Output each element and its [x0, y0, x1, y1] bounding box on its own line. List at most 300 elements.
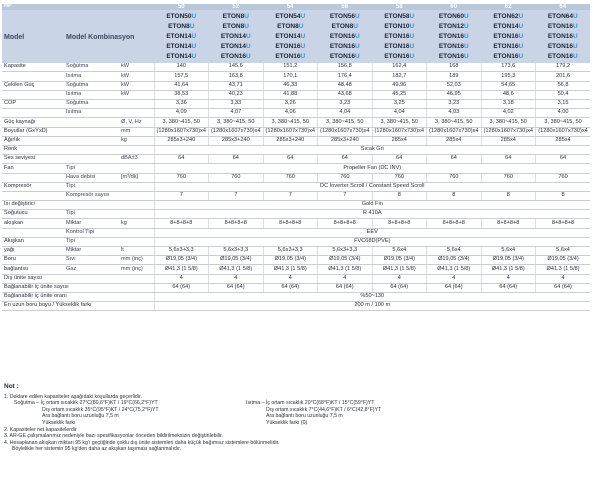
row-sublabel: Isıtma — [64, 109, 119, 118]
row-label — [2, 191, 64, 200]
row-value-span: 200 m / 100 m — [154, 302, 590, 311]
model-name: ETON14U — [166, 33, 197, 41]
row-value: 64 — [154, 155, 209, 164]
row-value: (1280x1607x730)x4 — [209, 127, 264, 136]
row-unit — [119, 100, 154, 109]
spec-row — [2, 302, 590, 311]
row-value: 173,6 — [481, 63, 536, 72]
row-unit: kW — [119, 90, 154, 99]
row-value: 64 — [536, 155, 591, 164]
row-label: COP — [2, 100, 64, 109]
row-value: Ø41,3 (1 5/8) — [318, 265, 373, 274]
model-name: ETON62U — [493, 13, 524, 21]
row-value: (1280x1607x730)x4 — [427, 127, 482, 136]
row-unit: kW — [119, 72, 154, 81]
row-value: 50,4 — [536, 90, 591, 99]
model-name: ETON14U — [493, 23, 524, 31]
row-value: 64 — [481, 155, 536, 164]
row-value: 7 — [318, 191, 373, 200]
row-value: 8 — [427, 191, 482, 200]
row-value: Ø19,05 (3/4) — [318, 256, 373, 265]
row-value: 170,1 — [263, 72, 318, 81]
row-sublabel — [64, 274, 119, 283]
model-name: ETON8U — [277, 23, 304, 31]
model-name: ETON16U — [547, 23, 578, 31]
model-name: ETON54U — [275, 13, 306, 21]
spec-row — [2, 292, 590, 301]
row-sublabel: Tipi — [64, 210, 119, 219]
spec-body — [2, 63, 590, 311]
row-label: Çekilen Güç — [2, 81, 64, 90]
notes-section — [4, 384, 590, 453]
model-name: ETON16U — [329, 53, 360, 61]
model-name: ETON58U — [384, 13, 415, 21]
row-value: 56,8 — [536, 81, 591, 90]
row-value: 760 — [372, 173, 427, 182]
model-name: ETON12U — [438, 23, 469, 31]
row-label: Güç kaynağı — [2, 118, 64, 127]
spec-row — [2, 136, 590, 145]
row-value: 5,6x3+3,3 — [209, 247, 264, 256]
model-name: ETON16U — [329, 43, 360, 51]
row-value: 156,8 — [318, 63, 373, 72]
hp-value: 54 — [263, 4, 318, 10]
row-value: 4 — [263, 274, 318, 283]
row-sublabel: Soğutma — [64, 81, 119, 90]
row-value: 8+8+8+8 — [318, 219, 373, 228]
note-text: Ara bağlantı boru uzunluğu 7,5 m — [42, 413, 119, 420]
row-sublabel: Kontrol Tipi — [64, 228, 119, 237]
model-combination-cell — [427, 10, 482, 63]
row-unit — [119, 191, 154, 200]
spec-row — [2, 72, 590, 81]
row-value: 7 — [154, 191, 209, 200]
row-value: 285x4 — [372, 136, 427, 145]
row-value: 5,6x3+3,3 — [263, 247, 318, 256]
note-text: Dış ortam sıcaklık 35°C(95°F)KT / 24°C(75,2°F)YT — [42, 406, 159, 413]
row-value: (1280x1607x730)x4 — [372, 127, 427, 136]
row-label — [2, 173, 64, 182]
row-value: 64 (64) — [318, 283, 373, 292]
spec-row — [2, 283, 590, 292]
model-name: ETON16U — [384, 33, 415, 41]
row-value: 4,00 — [536, 109, 591, 118]
row-value: 285x3+240 — [154, 136, 209, 145]
row-unit — [119, 228, 154, 237]
row-label: Boru — [2, 256, 64, 265]
row-unit: Ø, V, Hz — [119, 118, 154, 127]
row-value: Ø41,3 (1 5/8) — [481, 265, 536, 274]
row-sublabel — [64, 155, 119, 164]
row-value-span: %50~130 — [154, 292, 590, 301]
spec-row — [2, 118, 590, 127]
model-name: ETON50U — [166, 13, 197, 21]
row-value: 8+8+8+8 — [536, 219, 591, 228]
row-value: 3, 380~415, 50 — [154, 118, 209, 127]
row-value: 285x4 — [536, 136, 591, 145]
note-line — [4, 407, 590, 414]
row-value: 3,25 — [372, 100, 427, 109]
model-combination-cell — [154, 10, 209, 63]
row-value: 162,4 — [372, 63, 427, 72]
row-value: 64 (64) — [209, 283, 264, 292]
spec-row — [2, 274, 590, 283]
note-line — [4, 420, 590, 427]
row-value: (1280x1607x730)x4 — [263, 127, 318, 136]
hp-label: HP — [2, 4, 154, 10]
row-value: Ø19,05 (3/4) — [481, 256, 536, 265]
row-value: 5,6x3+3,3 — [318, 247, 373, 256]
row-value: 64 (64) — [372, 283, 427, 292]
note-text: 2. Kapasiteler net kapasitelerdir — [4, 426, 77, 433]
row-value: 4,04 — [318, 109, 373, 118]
row-value: 3,23 — [318, 100, 373, 109]
row-value: (1280x1607x730)x4 — [481, 127, 536, 136]
spec-table — [2, 4, 590, 311]
spec-row — [2, 63, 590, 72]
row-value: 40,23 — [209, 90, 264, 99]
row-value: 760 — [481, 173, 536, 182]
row-label: Soğutucu — [2, 210, 64, 219]
model-header-row — [2, 10, 590, 63]
spec-row — [2, 145, 590, 154]
note-text: 4. Hesaplanan akışkan miktarı 95 kg'ı geçtiğinde çoklu dış ünite sistemleri daha küçük bağımsız sistemlere bölünmelidir. — [4, 439, 280, 446]
row-label: Ağırlık — [2, 136, 64, 145]
row-value: 3,15 — [536, 100, 591, 109]
row-value: 760 — [318, 173, 373, 182]
row-value: 4,07 — [209, 109, 264, 118]
row-sublabel: Tipi — [64, 164, 119, 173]
model-name: ETON16U — [384, 43, 415, 51]
model-name: ETON16U — [438, 53, 469, 61]
row-value: 64 (64) — [154, 283, 209, 292]
row-label: yağı — [2, 247, 64, 256]
note-text: Soğutma – İç ortam sıcaklık 27°C(80,6°F)KT / 19°C(66,2°F)YT — [14, 400, 158, 407]
row-value: 46,95 — [427, 90, 482, 99]
row-value-span: Sıcak Gri — [154, 145, 590, 154]
row-sublabel — [64, 292, 119, 301]
row-value: Ø41,3 (1 5/8) — [154, 265, 209, 274]
row-value: 4 — [372, 274, 427, 283]
row-value: 3, 380~415, 50 — [209, 118, 264, 127]
row-sublabel: Sıvı — [64, 256, 119, 265]
row-value: 43,68 — [318, 90, 373, 99]
row-value: 4 — [427, 274, 482, 283]
row-unit — [119, 283, 154, 292]
note-text: 1. Deklare edilen kapasiteler aşağıdaki koşullarda geçerlidir. — [4, 393, 142, 400]
row-label: Kapasite — [2, 63, 64, 72]
notes-lines — [4, 394, 590, 453]
row-value: 41,64 — [154, 81, 209, 90]
row-unit — [119, 210, 154, 219]
row-value: Ø41,3 (1 5/8) — [536, 265, 591, 274]
row-label: Bağlanabilir iç ünite oranı — [2, 292, 64, 301]
row-value: 8+8+8+8 — [372, 219, 427, 228]
spec-row — [2, 237, 590, 246]
row-label: Boyutlar (GxYxD) — [2, 127, 64, 136]
row-sublabel: Kompresör sayısı — [64, 191, 119, 200]
row-value: 64 — [372, 155, 427, 164]
model-name: ETON14U — [275, 33, 306, 41]
row-value: 157,5 — [154, 72, 209, 81]
row-value: 285x3+240 — [263, 136, 318, 145]
row-unit: mm (inç) — [119, 256, 154, 265]
hp-value: 60 — [427, 4, 482, 10]
row-value: 4,06 — [263, 109, 318, 118]
row-label: bağlantısı — [2, 265, 64, 274]
row-value: 64 — [427, 155, 482, 164]
row-value: 760 — [427, 173, 482, 182]
row-unit: kW — [119, 81, 154, 90]
note-line — [4, 413, 590, 420]
row-value: 4,02 — [481, 109, 536, 118]
row-value: 64 (64) — [427, 283, 482, 292]
row-value: 8+8+8+8 — [154, 219, 209, 228]
row-value: 8+8+8+8 — [427, 219, 482, 228]
model-name: ETON14U — [166, 53, 197, 61]
note-line — [4, 446, 590, 453]
spec-row — [2, 256, 590, 265]
row-value: 5,6x3+3,3 — [154, 247, 209, 256]
spec-row — [2, 127, 590, 136]
row-value: 760 — [536, 173, 591, 182]
row-value: 3, 380~415, 50 — [427, 118, 482, 127]
row-value: 8 — [372, 191, 427, 200]
spec-row — [2, 247, 590, 256]
note-text: Ara bağlantı boru uzunluğu 7,5 m — [266, 413, 343, 420]
row-value: 41,88 — [263, 90, 318, 99]
row-value: 64 (64) — [481, 283, 536, 292]
row-label: Akışkan — [2, 237, 64, 246]
model-name: ETON60U — [438, 13, 469, 21]
row-label: Renk — [2, 145, 64, 154]
note-text: Isıtma – İç ortam sıcaklık 20°C(68°F)KT / 15°C(59°F)YT — [246, 400, 375, 407]
row-sublabel — [64, 201, 119, 210]
row-unit — [119, 274, 154, 283]
row-value: 3, 380~415, 50 — [263, 118, 318, 127]
model-combination-cell — [318, 10, 373, 63]
row-value: 145,6 — [209, 63, 264, 72]
row-value: 5,6x4 — [481, 247, 536, 256]
model-label: Model — [2, 10, 64, 63]
row-unit — [119, 109, 154, 118]
spec-row — [2, 109, 590, 118]
spec-row — [2, 228, 590, 237]
row-label — [2, 228, 64, 237]
model-name: ETON14U — [220, 43, 251, 51]
note-text: 3. AR-GE çalışmalarımız nedeniyle bazı spesifikasyonlar önceden bildirilmeksizin değiştirilebilir. — [4, 433, 223, 440]
spec-row — [2, 182, 590, 191]
row-unit: kg — [119, 136, 154, 145]
model-name: ETON8U — [222, 23, 249, 31]
row-unit — [119, 302, 154, 311]
row-sublabel — [64, 136, 119, 145]
spec-row — [2, 173, 590, 182]
spec-row — [2, 164, 590, 173]
model-name: ETON10U — [384, 23, 415, 31]
row-value: 64 — [209, 155, 264, 164]
row-value: Ø19,05 (3/4) — [372, 256, 427, 265]
row-value: 176,4 — [318, 72, 373, 81]
row-value-span: DC Inverter Scroll / Constant Speed Scroll — [154, 182, 590, 191]
row-value: 195,3 — [481, 72, 536, 81]
row-value: Ø19,05 (3/4) — [209, 256, 264, 265]
model-name: ETON16U — [275, 43, 306, 51]
row-sublabel — [64, 283, 119, 292]
row-label: En uzun boru boyu / Yükseklik farkı — [2, 302, 64, 311]
row-sublabel: Gaz — [64, 265, 119, 274]
row-label — [2, 109, 64, 118]
row-value: 4,09 — [154, 109, 209, 118]
row-value: 285x3+240 — [318, 136, 373, 145]
row-value: 3,26 — [263, 100, 318, 109]
row-value: 46,33 — [263, 81, 318, 90]
row-unit — [119, 292, 154, 301]
row-value: 4 — [481, 274, 536, 283]
model-name: ETON16U — [220, 53, 251, 61]
row-value: 43,71 — [209, 81, 264, 90]
row-value: 7 — [263, 191, 318, 200]
spec-row — [2, 201, 590, 210]
row-value: Ø41,3 (1 5/8) — [372, 265, 427, 274]
row-value: 179,2 — [536, 63, 591, 72]
row-sublabel: Hava debisi — [64, 173, 119, 182]
row-value: 38,53 — [154, 90, 209, 99]
model-name: ETON16U — [275, 53, 306, 61]
row-label: Ses seviyesi — [2, 155, 64, 164]
row-value: Ø41,3 (1 5/8) — [263, 265, 318, 274]
row-unit: mm — [119, 127, 154, 136]
row-value: (1280x1607x730)x4 — [536, 127, 591, 136]
row-value: 4,04 — [372, 109, 427, 118]
model-name: ETON16U — [493, 53, 524, 61]
row-sublabel — [64, 127, 119, 136]
row-value: 182,7 — [372, 72, 427, 81]
row-sublabel — [64, 118, 119, 127]
row-sublabel: Tipi — [64, 182, 119, 191]
row-value: 163,8 — [209, 72, 264, 81]
row-value: (1280x1607x730)x4 — [154, 127, 209, 136]
row-value: Ø19,05 (3/4) — [154, 256, 209, 265]
model-combination-cell — [536, 10, 591, 63]
row-value: 5,6x4 — [536, 247, 591, 256]
note-text: Yükseklik farkı (0) — [266, 419, 308, 426]
row-value: 285x3+240 — [209, 136, 264, 145]
row-value: 52,03 — [427, 81, 482, 90]
model-name: ETON16U — [329, 33, 360, 41]
hp-value: 58 — [372, 4, 427, 10]
model-combination-cell — [481, 10, 536, 63]
row-value: 64 (64) — [263, 283, 318, 292]
row-label — [2, 90, 64, 99]
row-sublabel: Soğutma — [64, 63, 119, 72]
hp-value: 56 — [318, 4, 373, 10]
row-value: 760 — [263, 173, 318, 182]
model-name: ETON14U — [220, 33, 251, 41]
row-value: 64 (64) — [536, 283, 591, 292]
row-value: 4,03 — [427, 109, 482, 118]
row-value: 3, 380~415, 50 — [536, 118, 591, 127]
row-value: 8 — [536, 191, 591, 200]
row-value: 168 — [427, 63, 482, 72]
row-value: 3,36 — [154, 100, 209, 109]
row-unit: kW — [119, 63, 154, 72]
row-value: 8+8+8+8 — [209, 219, 264, 228]
row-value: 3, 380~415, 50 — [318, 118, 373, 127]
row-value: 140 — [154, 63, 209, 72]
note-line — [4, 427, 590, 434]
model-name: ETON56U — [329, 13, 360, 21]
row-sublabel: Isıtma — [64, 72, 119, 81]
spec-row — [2, 90, 590, 99]
row-sublabel: Isıtma — [64, 90, 119, 99]
row-label: Isı değiştirici — [2, 201, 64, 210]
row-value: 760 — [209, 173, 264, 182]
row-value: 3, 380~415, 50 — [372, 118, 427, 127]
row-value: Ø41,3 (1 5/8) — [209, 265, 264, 274]
spec-row — [2, 265, 590, 274]
row-value: 45,25 — [372, 90, 427, 99]
row-unit — [119, 145, 154, 154]
hp-value: 52 — [209, 4, 264, 10]
row-value: 48,6 — [481, 90, 536, 99]
row-value: 49,96 — [372, 81, 427, 90]
note-text: Yükseklik farkı — [42, 419, 76, 426]
row-value-span: Gold Fin — [154, 201, 590, 210]
row-value-span: R 410A — [154, 210, 590, 219]
model-name: ETON14U — [166, 43, 197, 51]
model-name: ETON8U — [168, 23, 195, 31]
row-value: 8+8+8+8 — [263, 219, 318, 228]
model-name: ETON8U — [222, 13, 249, 21]
row-value: Ø19,05 (3/4) — [427, 256, 482, 265]
row-label: Bağlanabilir iç ünite sayısı — [2, 283, 64, 292]
spec-row — [2, 210, 590, 219]
row-unit: dBA±3 — [119, 155, 154, 164]
row-sublabel: Tipi — [64, 237, 119, 246]
row-unit — [119, 237, 154, 246]
combination-label: Model Kombinasyon — [64, 10, 154, 63]
note-text: Dış ortam sıcaklık 7°C(44,6°F)KT / 6°C(42,8°F)YT — [266, 406, 382, 413]
row-label — [2, 72, 64, 81]
row-sublabel: Miktar — [64, 247, 119, 256]
row-sublabel: Miktar — [64, 219, 119, 228]
row-unit — [119, 164, 154, 173]
model-name: ETON16U — [493, 33, 524, 41]
model-name: ETON64U — [547, 13, 578, 21]
row-value: 3,23 — [427, 100, 482, 109]
row-value: 8 — [481, 191, 536, 200]
row-unit — [119, 182, 154, 191]
model-name: ETON16U — [384, 53, 415, 61]
row-unit: mm (inç) — [119, 265, 154, 274]
row-value: 8+8+8+8 — [481, 219, 536, 228]
row-value: 64 — [263, 155, 318, 164]
note-line — [4, 440, 590, 447]
row-value-span: Propeller Fan (DC INV) — [154, 164, 590, 173]
row-value: 4 — [536, 274, 591, 283]
model-name: ETON16U — [547, 33, 578, 41]
spec-row — [2, 100, 590, 109]
spec-row — [2, 219, 590, 228]
row-value: Ø19,05 (3/4) — [536, 256, 591, 265]
row-value: 7 — [209, 191, 264, 200]
row-value: 64 — [318, 155, 373, 164]
notes-title: Not : — [4, 383, 19, 390]
row-value: 285x4 — [481, 136, 536, 145]
spec-row — [2, 155, 590, 164]
row-value: 760 — [154, 173, 209, 182]
